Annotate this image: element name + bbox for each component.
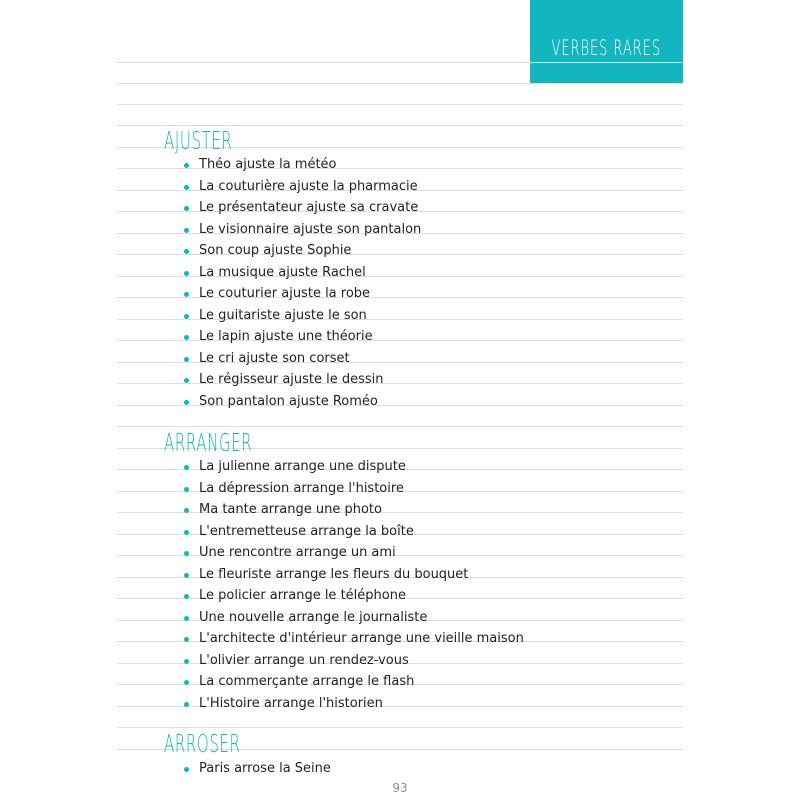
bullet-icon [184,185,189,190]
list-item-text: L'Histoire arrange l'historien [199,695,383,711]
bullet-icon [184,487,189,492]
bullet-icon [184,378,189,383]
list-item-text: Le couturier ajuste la robe [199,286,371,301]
list-item [184,758,331,780]
list-item [184,671,524,693]
list-item [184,456,524,478]
bullet-icon [184,163,189,168]
section-list-ajuster [184,154,421,412]
list-item-text: La commerçante arrange le flash [199,674,415,689]
bullet-icon [184,767,189,772]
bullet-icon [184,271,189,276]
section-title-ajuster: AJUSTER [164,126,233,155]
list-item [184,369,421,391]
chapter-header-box [530,0,683,84]
list-item-text: Le présentateur ajuste sa cravate [199,200,419,215]
bullet-icon [184,335,189,340]
list-item-text: Le visionnaire ajuste son pantalon [199,221,422,237]
list-item [184,499,524,521]
ruled-line [117,426,683,427]
list-item-text: Ma tante arrange une photo [199,502,382,517]
list-item-text: Théo ajuste la météo [199,157,337,172]
list-item-text: Le policier arrange le téléphone [199,588,406,603]
list-item-text: Le cri ajuste son corset [199,350,350,366]
list-item-text: L'olivier arrange un rendez-vous [199,652,409,668]
list-item [184,197,421,219]
list-item-text: La dépression arrange l'histoire [199,480,404,496]
bullet-icon [184,702,189,707]
list-item-text: L'entremetteuse arrange la boîte [199,523,414,539]
list-item [184,219,421,241]
chapter-title: VERBES RARES [551,36,662,60]
list-item-text: Son pantalon ajuste Roméo [199,393,378,409]
bullet-icon [184,400,189,405]
list-item [184,262,421,284]
bullet-icon [184,228,189,233]
list-item [184,693,524,715]
bullet-icon [184,616,189,621]
list-item [184,542,524,564]
bullet-icon [184,206,189,211]
list-item [184,478,524,500]
bullet-icon [184,508,189,513]
list-item-text: Le régisseur ajuste le dessin [199,372,384,387]
list-item [184,585,524,607]
bullet-icon [184,465,189,470]
list-item-text: La julienne arrange une dispute [199,459,406,474]
bullet-icon [184,594,189,599]
list-item-text: Une nouvelle arrange le journaliste [199,609,428,625]
bullet-icon [184,551,189,556]
ruled-line [117,727,683,728]
page-number: 93 [392,781,408,795]
list-item [184,305,421,327]
list-item [184,628,524,650]
list-item [184,348,421,370]
list-item-text: Une rencontre arrange un ami [199,545,396,560]
section-title-arranger: ARRANGER [164,428,253,457]
list-item-text: Le fleuriste arrange les fleurs du bouquet [199,566,469,582]
list-item [184,240,421,262]
list-item-text: L'architecte d'intérieur arrange une vieille maison [199,631,524,646]
list-item-text: Son coup ajuste Sophie [199,243,352,258]
section-list-arranger [184,456,524,714]
bullet-icon [184,659,189,664]
list-item-text: Le guitariste ajuste le son [199,307,367,323]
bullet-icon [184,573,189,578]
list-item [184,607,524,629]
list-item-text: La couturière ajuste la pharmacie [199,178,418,194]
list-item-text: Le lapin ajuste une théorie [199,329,373,344]
list-item-text: Paris arrose la Seine [199,761,331,776]
bullet-icon [184,314,189,319]
list-item-text: La musique ajuste Rachel [199,264,366,280]
list-item [184,650,524,672]
list-item [184,176,421,198]
list-item [184,283,421,305]
bullet-icon [184,637,189,642]
list-item [184,154,421,176]
ruled-line [117,62,683,63]
list-item [184,326,421,348]
bullet-icon [184,292,189,297]
bullet-icon [184,249,189,254]
section-list-arroser [184,758,331,780]
bullet-icon [184,357,189,362]
list-item [184,521,524,543]
list-item [184,564,524,586]
bullet-icon [184,530,189,535]
section-title-arroser: ARROSER [164,729,241,758]
bullet-icon [184,680,189,685]
list-item [184,391,421,413]
ruled-line [117,83,683,84]
ruled-line [117,104,683,105]
